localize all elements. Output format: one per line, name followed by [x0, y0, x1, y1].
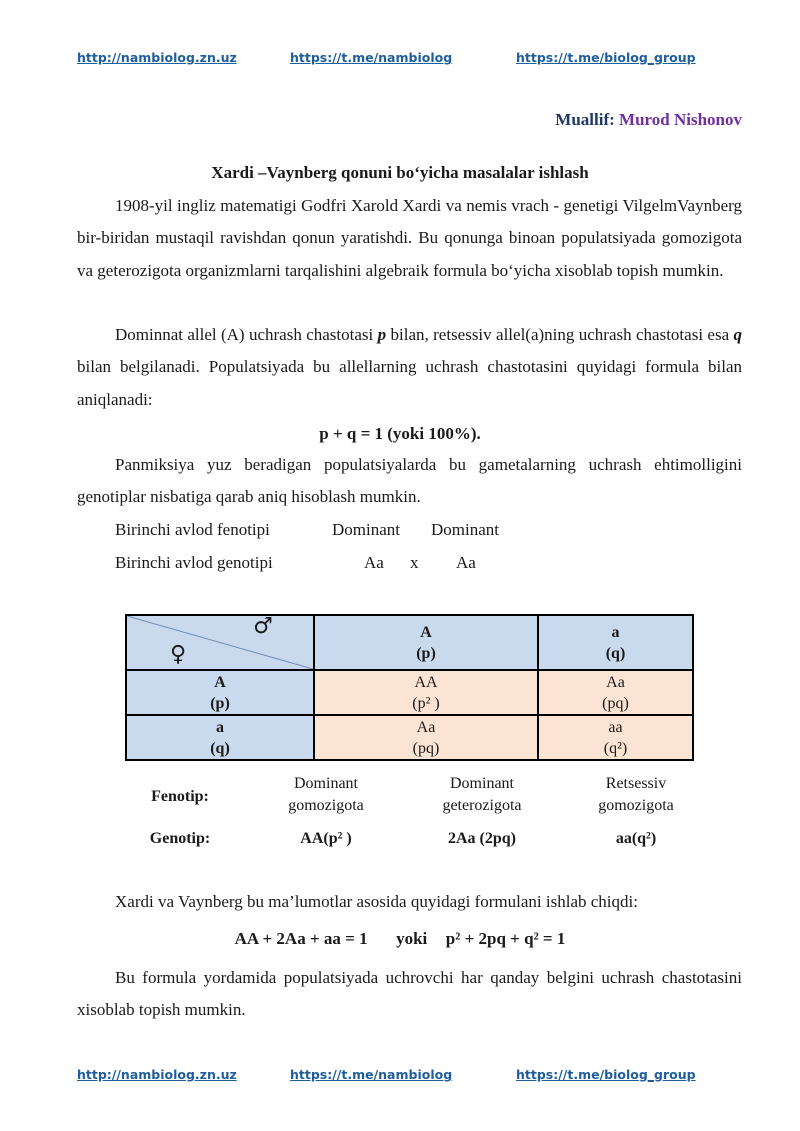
genotype-aa: aa(q²) — [615, 830, 657, 847]
cell-genotype: AA — [414, 673, 438, 691]
author-name: Murod Nishonov — [619, 110, 742, 129]
row-header-A — [126, 670, 314, 715]
row-freq: (q) — [210, 739, 230, 757]
phenotype-right: Dominant — [431, 520, 499, 539]
paragraph-alleles — [77, 319, 742, 416]
phenotype-dominant-hetero — [416, 773, 548, 817]
footer-link-group[interactable]: https://t.me/biolog_group — [516, 1067, 696, 1082]
cell-frequency: (q²) — [603, 739, 628, 757]
genotype-2Aa: 2Aa (2pq) — [447, 830, 516, 847]
p2-text-3: bilan belgilanadi. Populatsiyada bu allellarning uchrash chastotasini quyidagi formula bilan aniqlanadi: — [77, 357, 742, 409]
formula-genotypes: AA + 2Aa + aa = 1 — [234, 929, 368, 948]
cell-genotype: Aa — [416, 718, 436, 736]
row-allele: a — [216, 718, 224, 736]
col-freq: (p) — [416, 644, 436, 662]
genotype-label: Birinchi avlod genotipi — [115, 553, 273, 572]
fenotip-label: Fenotip: — [151, 788, 209, 805]
phenotype-line2: geterozigota — [442, 797, 522, 814]
phenotype-line2: gomozigota — [598, 797, 674, 814]
author-label: Muallif: — [555, 110, 615, 129]
diagonal-line — [127, 616, 313, 669]
genotip-label: Genotip: — [149, 830, 211, 847]
header-link-telegram[interactable]: https://t.me/nambiolog — [290, 50, 453, 65]
p2-text-2: bilan, retsessiv allel(a)ning uchrash chastotasi esa — [386, 325, 734, 344]
footer-link-site[interactable]: http://nambiolog.zn.uz — [77, 1067, 237, 1082]
cell-frequency: (pq) — [412, 739, 440, 757]
cell-genotype: Aa — [606, 673, 625, 691]
paragraph-usage: Bu formula yordamida populatsiyada uchrovchi har qanday belgini uchrash chastotasini xisoblab topish mumkin. — [77, 968, 742, 1020]
phenotype-recessive-homo — [572, 773, 700, 817]
cell-genotype: aa — [608, 718, 623, 736]
formula-or: yoki — [396, 929, 428, 948]
col-allele: A — [420, 623, 432, 641]
col-freq: (q) — [605, 644, 626, 662]
genotype-AA: AA(p² ) — [300, 830, 352, 847]
paragraph-intro: 1908-yil ingliz matematigi Godfri Xarold Xardi va nemis vrach - genetigi VilgelmVaynberg bir-biridan mustaqil ravishdan qonun yaratishdi. Bu qonunga binoan populatsiyada gomozigota va geterozigota organizmlarni tarqalishini algebraik formula bo‘yicha xisoblab topish mumkin. — [77, 196, 742, 280]
cell-Aa-top — [538, 670, 693, 715]
paragraph-formula-intro: Xardi va Vaynberg bu ma’lumotlar asosida quyidagi formulani ishlab chiqdi: — [115, 892, 638, 911]
p-symbol: p — [377, 325, 387, 344]
male-symbol-icon: ♂ — [253, 614, 273, 639]
row-allele: A — [214, 673, 226, 691]
header-link-site[interactable]: http://nambiolog.zn.uz — [77, 50, 237, 65]
paragraph-panmixia: Panmiksiya yuz beradigan populatsiyalarda bu gametalarning uchrash ehtimolligini genotiplar nisbatiga qarab aniq hisoblash mumkin. — [77, 455, 742, 507]
page-title: Xardi –Vaynberg qonuni bo‘yicha masalalar ishlash — [211, 163, 589, 182]
row-freq: (p) — [210, 694, 230, 712]
col-header-a — [538, 615, 693, 670]
genotype-right: Aa — [456, 553, 476, 572]
col-header-A — [314, 615, 538, 670]
phenotype-dominant-homo — [262, 773, 390, 817]
female-symbol-icon: ♀ — [170, 642, 187, 667]
cell-AA — [314, 670, 538, 715]
cell-aa — [538, 715, 693, 760]
phenotype-line2: gomozigota — [288, 797, 364, 814]
author-line — [555, 110, 742, 130]
cell-Aa-bottom — [314, 715, 538, 760]
col-allele: a — [611, 623, 620, 641]
formula-allele-sum: p + q = 1 (yoki 100%). — [319, 424, 481, 443]
corner-cell — [126, 615, 314, 670]
formula-frequencies: p² + 2pq + q² = 1 — [445, 929, 566, 948]
punnett-square — [125, 614, 694, 761]
phenotype-line1: Dominant — [450, 775, 514, 792]
formula-hardy-weinberg — [0, 929, 800, 949]
q-symbol: q — [733, 325, 742, 344]
phenotype-line1: Retsessiv — [605, 775, 667, 792]
row-header-a — [126, 715, 314, 760]
phenotype-label: Birinchi avlod fenotipi — [115, 520, 270, 539]
cross-symbol: x — [410, 553, 419, 572]
cell-frequency: (p² ) — [412, 694, 440, 712]
phenotype-line1: Dominant — [294, 775, 358, 792]
footer-link-telegram[interactable]: https://t.me/nambiolog — [290, 1067, 453, 1082]
cell-frequency: (pq) — [602, 694, 629, 712]
header-link-group[interactable]: https://t.me/biolog_group — [516, 50, 696, 65]
p2-text-1: Dominnat allel (A) uchrash chastotasi — [115, 325, 378, 344]
genotype-left: Aa — [364, 553, 384, 572]
phenotype-left: Dominant — [332, 520, 400, 539]
